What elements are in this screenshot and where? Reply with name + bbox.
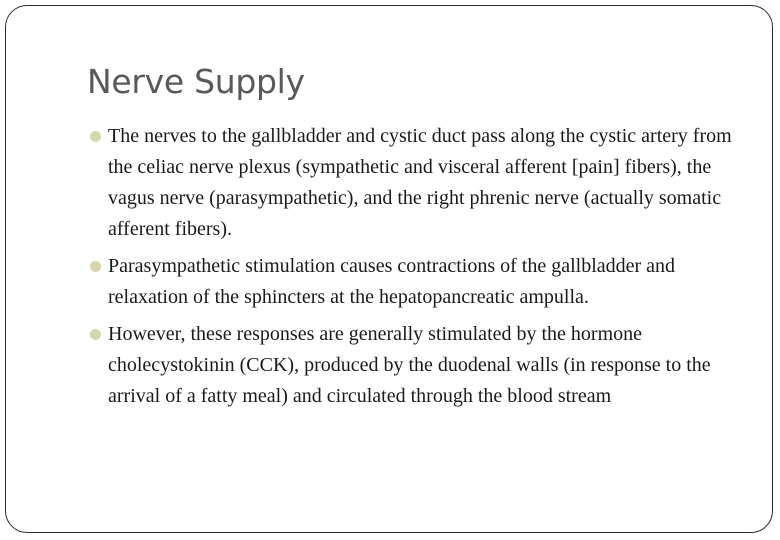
- slide: [5, 5, 773, 533]
- bullet-icon: [90, 261, 101, 272]
- bullet-text: However, these responses are generally stimulated by the hormone cholecystokinin (CCK), produced by the duodenal walls (in response to the arrival of a fatty meal) and circulated through the blood stream: [108, 323, 711, 407]
- bullet-list: [90, 121, 742, 418]
- bullet-item: [90, 319, 742, 412]
- bullet-icon: [90, 329, 101, 340]
- slide-title: Nerve Supply: [87, 62, 305, 101]
- bullet-text: Parasympathetic stimulation causes contractions of the gallbladder and relaxation of the sphincters at the hepatopancreatic ampulla.: [108, 255, 676, 308]
- bullet-item: [90, 121, 742, 245]
- bullet-text: The nerves to the gallbladder and cystic duct pass along the cystic artery from the celiac nerve plexus (sympathetic and visceral afferent [pain] fibers), the vagus nerve (parasympathetic), and the right phrenic nerve (actually somatic afferent fibers).: [108, 125, 732, 240]
- bullet-icon: [90, 131, 101, 142]
- bullet-item: [90, 251, 742, 313]
